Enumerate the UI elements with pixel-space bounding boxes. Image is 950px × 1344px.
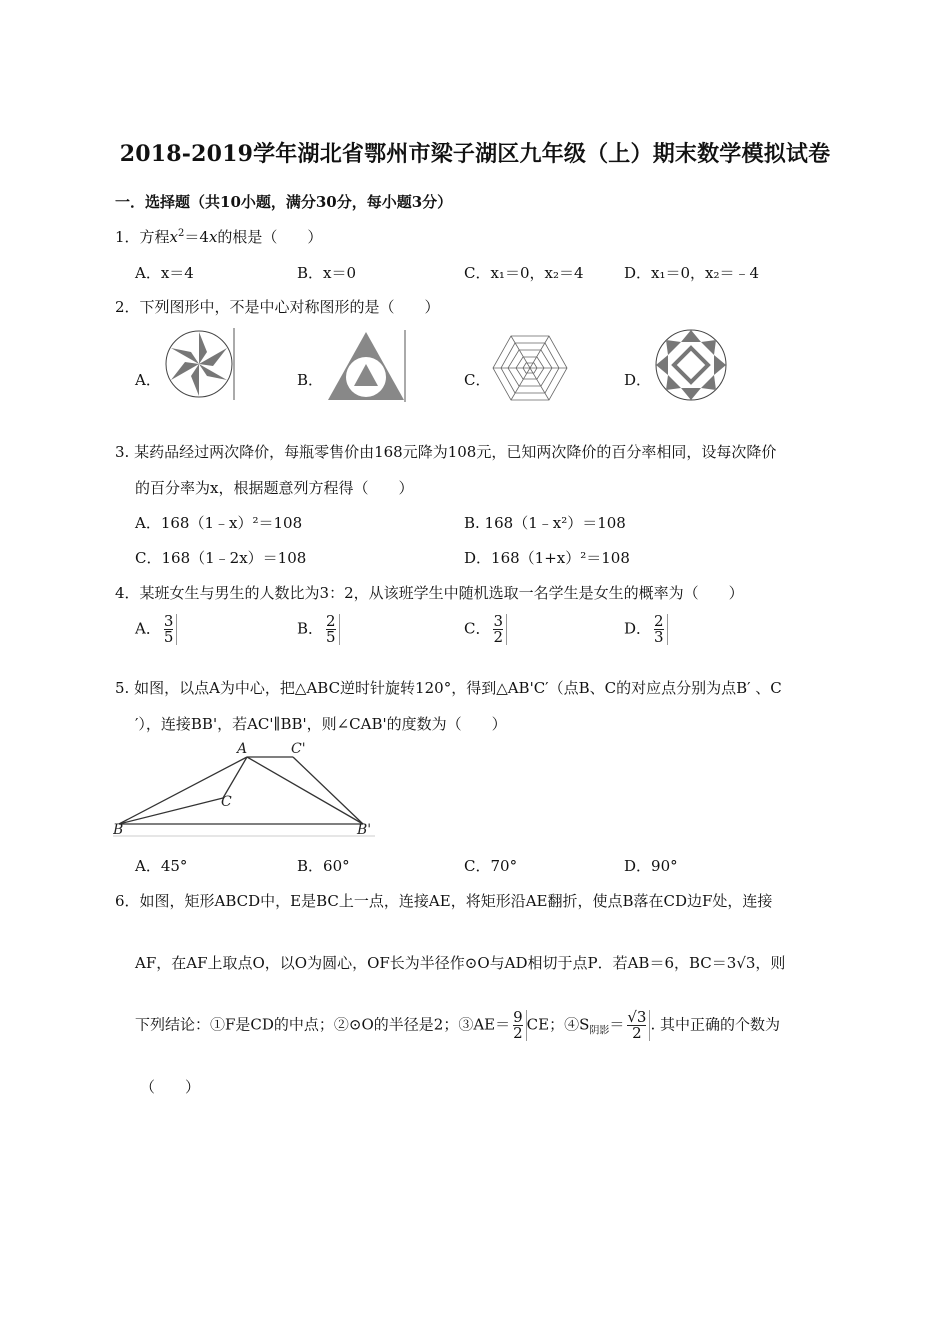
- q1-option-b: B．x＝0: [297, 264, 357, 282]
- section-heading: 一．选择题（共10小题，满分30分，每小题3分）: [115, 193, 453, 211]
- q5-option-c: C．70°: [464, 857, 518, 875]
- q2-option-b: B．: [297, 371, 324, 389]
- label-C: C: [221, 794, 232, 810]
- question-2-stem: 2．下列图形中，不是中心对称图形的是（ ）: [115, 298, 440, 316]
- q2-option-d: D．: [624, 371, 652, 389]
- figure-rotation-triangle: [113, 740, 378, 840]
- q5-option-b: B．60°: [297, 857, 350, 875]
- q2-option-a: A．: [135, 371, 161, 389]
- q1-option-a: A．x＝4: [135, 264, 194, 282]
- q4-option-d: D． $\frac{2}{3}$: [624, 614, 668, 645]
- q3-option-c: C．168（1﹣2x）＝108: [135, 549, 307, 567]
- figure-star-pinwheel: [163, 328, 235, 400]
- q3-option-d: D．168（1+x）²＝108: [464, 549, 630, 567]
- question-3-line1: 3. 某药品经过两次降价，每瓶零售价由168元降为108元，已知两次降价的百分率相同，设每次降价: [115, 443, 777, 461]
- question-4-stem: 4．某班女生与男生的人数比为3：2，从该班学生中随机选取一名学生是女生的概率为（ ）: [115, 584, 744, 602]
- label-B-prime: B': [357, 822, 372, 838]
- q2-option-c: C．: [464, 371, 491, 389]
- figure-octagram: [653, 328, 729, 402]
- q4-option-c: C． $\frac{3}{2}$: [464, 614, 507, 645]
- q4-option-a: A． $\frac{3}{5}$: [135, 614, 177, 645]
- question-6-line1: 6．如图，矩形ABCD中，E是BC上一点，连接AE，将矩形沿AE翻折，使点B落在CD边F处，连接: [115, 892, 773, 910]
- question-5-line2: ′），连接BB'，若AC'∥BB'，则∠CAB'的度数为（ ）: [135, 715, 507, 733]
- q3-option-b: B. 168（1﹣x²）＝108: [464, 514, 626, 532]
- figure-triangle-circle: [326, 330, 406, 402]
- question-6-line2: AF，在AF上取点O，以O为圆心，OF长为半径作⊙O与AD相切于点P．若AB＝6，BC＝3√3，则: [135, 954, 786, 972]
- question-5-line1: 5. 如图，以点A为中心，把△ABC逆时针旋转120°，得到△AB'C′（点B、C的对应点分别为点B′ 、C: [115, 679, 782, 697]
- question-3-line2: 的百分率为x，根据题意列方程得（ ）: [135, 479, 414, 497]
- q1-option-d: D．x₁＝0，x₂＝﹣4: [624, 264, 760, 282]
- question-6-line4: （ ）: [140, 1078, 201, 1096]
- label-C-prime: C': [291, 741, 306, 757]
- question-1-stem: 1．方程$x^2=4x$的根是（ ）: [115, 228, 323, 246]
- question-6-line3: 下列结论：①F是CD的中点；②⊙O的半径是2；③AE＝ $\frac{9}{2}$ CE；$④S_{阴影}=$ $\frac{√3}{2}$ . 其中正确的个数为: [135, 1008, 781, 1042]
- q1-option-c: C．x₁＝0，x₂＝4: [464, 264, 584, 282]
- figure-hexagon-web: [492, 334, 568, 402]
- label-A: A: [237, 741, 248, 757]
- page-title: 2018-2019学年湖北省鄂州市梁子湖区九年级（上）期末数学模拟试卷: [119, 141, 831, 167]
- q3-option-a: A．168（1﹣x）²＝108: [135, 514, 303, 532]
- label-B: B: [113, 822, 124, 838]
- q5-option-d: D．90°: [624, 857, 678, 875]
- q4-option-b: B． $\frac{2}{5}$: [297, 614, 340, 645]
- q5-option-a: A．45°: [135, 857, 188, 875]
